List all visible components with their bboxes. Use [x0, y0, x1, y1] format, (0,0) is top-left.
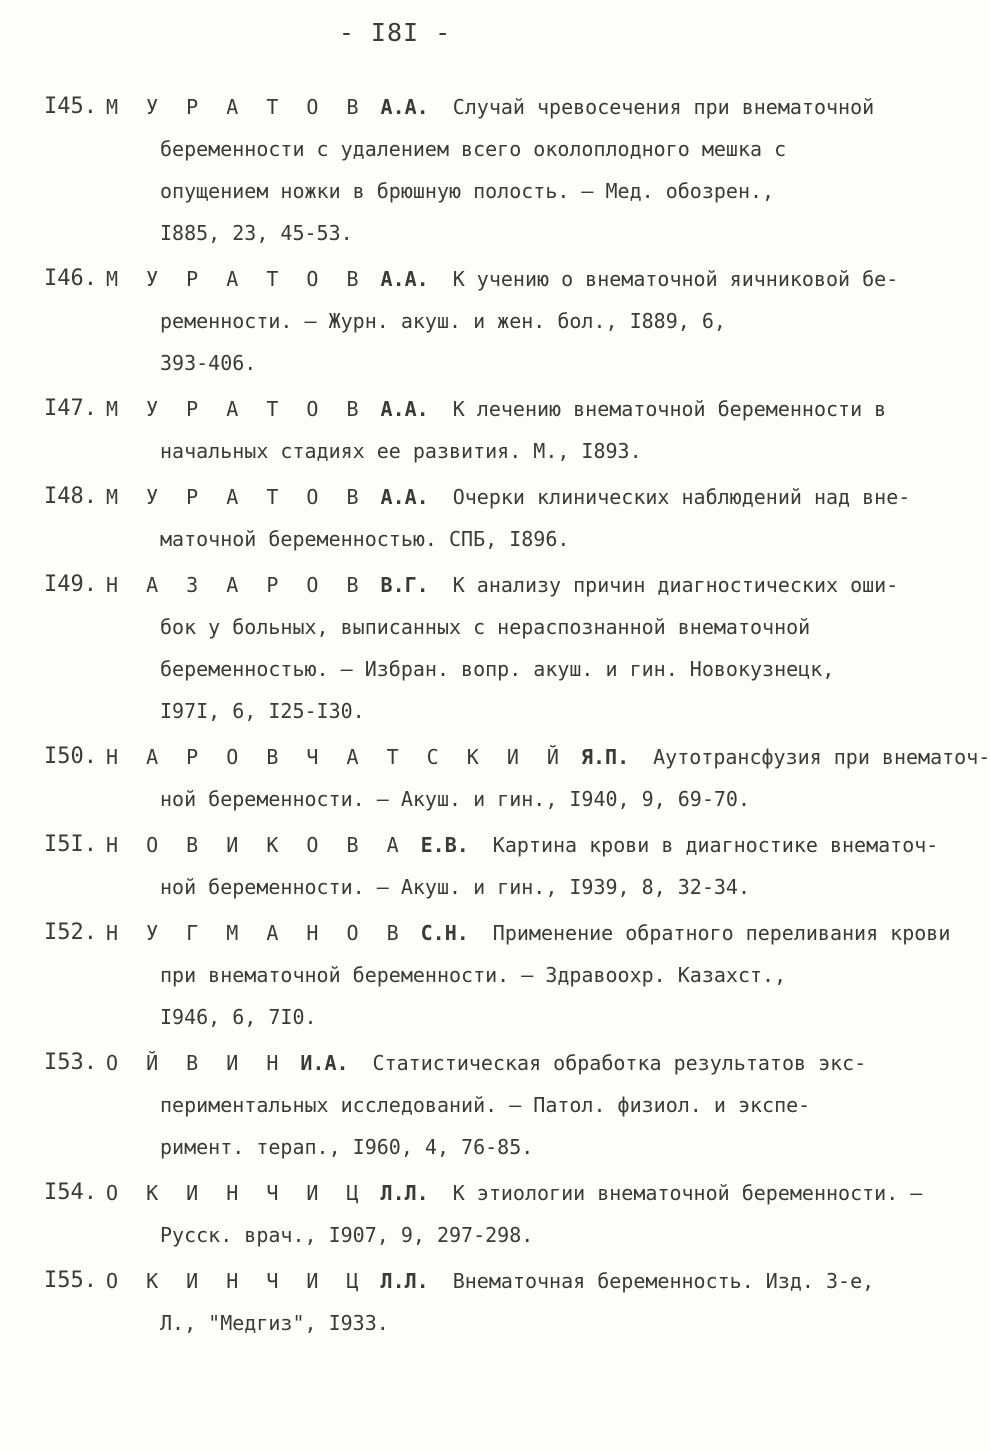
entry-first-line	[106, 1172, 922, 1214]
entry-title-start: Случай чревосечения при внематочной	[452, 95, 875, 119]
entry-author: О К И Н Ч И Ц	[106, 1269, 367, 1293]
entry-title-start: Применение обратного переливания крови	[492, 921, 951, 945]
entry-line: I97I, 6, I25-I30.	[160, 699, 365, 723]
bibliography-entry	[0, 1042, 924, 1168]
entry-initials: С.Н.	[420, 921, 469, 945]
entry-line: ной беременности. – Акуш. и гин., I939, 8, 32-34.	[160, 875, 751, 899]
entry-number: I48.	[44, 484, 97, 509]
entry-number: I52.	[44, 920, 97, 945]
entry-initials: Л.Л.	[380, 1181, 429, 1205]
entry-title-start: К этиологии внематочной беременности. –	[452, 1181, 923, 1205]
bibliography-entry	[0, 1260, 924, 1344]
bibliography-entry	[0, 258, 924, 384]
entry-line: римент. терап., I960, 4, 76-85.	[160, 1135, 534, 1159]
entry-author: Н А Р О В Ч А Т С К И Й	[106, 745, 567, 769]
entry-title-start: Внематочная беременность. Изд. 3-е,	[452, 1269, 875, 1293]
entry-line: начальных стадиях ее развития. М., I893.	[160, 439, 642, 463]
entry-number: I53.	[44, 1050, 97, 1075]
entry-line: при внематочной беременности. – Здравоохр. Казахст.,	[160, 963, 787, 987]
entry-line: маточной беременностью. СПБ, I896.	[160, 527, 570, 551]
entry-first-line	[106, 912, 950, 954]
entry-line: беременности с удалением всего околоплодного мешка с	[160, 137, 787, 161]
entry-number: I55.	[44, 1268, 97, 1293]
bibliography-entry	[0, 736, 990, 820]
entry-initials: Е.В.	[420, 833, 469, 857]
entry-line: I946, 6, 7I0.	[160, 1005, 317, 1029]
page-number: - I8I -	[338, 18, 452, 47]
entry-title-start: К лечению внематочной беременности в	[452, 397, 887, 421]
entry-first-line	[106, 824, 938, 866]
entry-title-start: Аутотрансфузия при внематоч-	[653, 745, 990, 769]
entry-title-start: К учению о внематочной яичниковой бе-	[452, 267, 899, 291]
entry-line: 393-406.	[160, 351, 257, 375]
entry-line: ременности. – Журн. акуш. и жен. бол., I889, 6,	[160, 309, 726, 333]
bibliography-entry	[0, 1172, 924, 1256]
entry-title-start: Картина крови в диагностике внематоч-	[492, 833, 939, 857]
bibliography-entry	[0, 824, 939, 908]
bibliography-list	[0, 86, 990, 1348]
entry-author: М У Р А Т О В	[106, 267, 367, 291]
entry-initials: В.Г.	[380, 573, 429, 597]
entry-title-start: К анализу причин диагностических оши-	[452, 573, 899, 597]
entry-title-start: Статистическая обработка результатов экс-	[372, 1051, 867, 1075]
entry-first-line	[106, 86, 874, 128]
entry-author: О Й В И Н	[106, 1051, 287, 1075]
entry-line: Л., "Медгиз", I933.	[160, 1311, 389, 1335]
entry-first-line	[106, 388, 886, 430]
entry-initials: А.А.	[380, 95, 429, 119]
entry-line: опущением ножки в брюшную полость. – Мед. обозрен.,	[160, 179, 775, 203]
bibliography-entry	[0, 388, 924, 472]
entry-line: ной беременности. – Акуш. и гин., I940, 9, 69-70.	[160, 787, 751, 811]
entry-author: М У Р А Т О В	[106, 95, 367, 119]
entry-initials: Я.П.	[580, 745, 630, 769]
entry-first-line	[106, 1260, 874, 1302]
entry-author: Н У Г М А Н О В	[106, 921, 407, 945]
entry-author: М У Р А Т О В	[106, 485, 367, 509]
bibliography-entry	[0, 86, 924, 254]
entry-author: Н О В И К О В А	[106, 833, 407, 857]
entry-number: I47.	[44, 396, 97, 421]
bibliography-entry	[0, 912, 951, 1038]
entry-author: О К И Н Ч И Ц	[106, 1181, 367, 1205]
entry-author: М У Р А Т О В	[106, 397, 367, 421]
bibliography-entry	[0, 564, 924, 732]
entry-number: I45.	[44, 94, 97, 119]
entry-number: I46.	[44, 266, 97, 291]
entry-initials: А.А.	[380, 485, 429, 509]
entry-number: I49.	[44, 572, 97, 597]
entry-initials: Л.Л.	[380, 1269, 429, 1293]
entry-number: I5I.	[44, 832, 97, 857]
entry-line: I885, 23, 45-53.	[160, 221, 353, 245]
entry-line: беременностью. – Избран. вопр. акуш. и гин. Новокузнецк,	[160, 657, 835, 681]
entry-number: I50.	[44, 744, 97, 769]
entry-number: I54.	[44, 1180, 97, 1205]
entry-initials: А.А.	[380, 267, 429, 291]
entry-initials: А.А.	[380, 397, 429, 421]
entry-line: Русск. врач., I907, 9, 297-298.	[160, 1223, 534, 1247]
entry-title-start: Очерки клинических наблюдений над вне-	[452, 485, 911, 509]
entry-first-line	[106, 736, 990, 778]
entry-first-line	[106, 564, 898, 606]
entry-line: периментальных исследований. – Патол. физиол. и экспе-	[160, 1093, 811, 1117]
entry-first-line	[106, 476, 910, 518]
entry-line: бок у больных, выписанных с нераспознанной внематочной	[160, 615, 811, 639]
entry-initials: И.А.	[300, 1051, 349, 1075]
entry-first-line	[106, 258, 898, 300]
entry-author: Н А З А Р О В	[106, 573, 367, 597]
bibliography-entry	[0, 476, 924, 560]
entry-first-line	[106, 1042, 866, 1084]
